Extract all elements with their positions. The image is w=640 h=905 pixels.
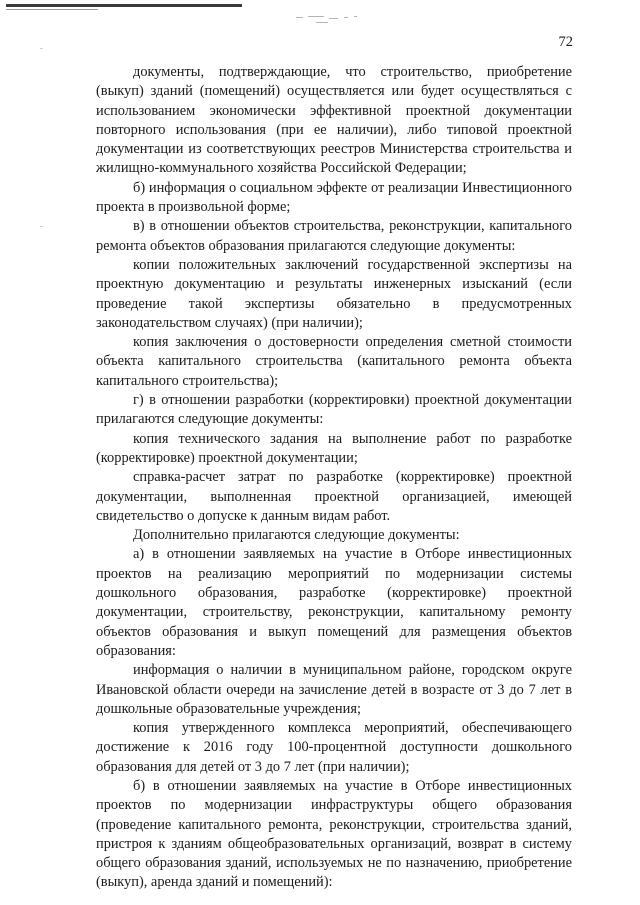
paragraph-documents-confirming: документы, подтверждающие, что строительство, приобретение (выкуп) зданий (помещений) осуществляется или будет осуществляться с использованием экономически эффективной проектной документации повторного использования (при ее наличии), либо типовой проектной документации из соответствующих реестров Министерства строительства и жилищно-коммунального хозяйства Российской Федерации; bbox=[96, 64, 572, 177]
paragraph-item-b-social-effect: б) информация о социальном эффекте от реализации Инвестиционного проекта в произвольной форме; bbox=[96, 179, 572, 216]
paragraph-item-g-design-development: г) в отношении разработки (корректировки) проектной документации прилагаются следующие документы: bbox=[96, 392, 572, 428]
scan-artifact-line bbox=[6, 9, 98, 10]
paragraph-item-b-general-education: б) в отношении заявляемых на участие в Отборе инвестиционных проектов по модернизации инфраструктуры общего образования (проведение капитального ремонта, реконструкции, строительства зданий, пристроя к зданиям общеобразовательных организаций, возврат в систему общего образования зданий, используемых не по назначению, приобретение (выкуп), аренда зданий и помещений): bbox=[96, 777, 572, 891]
scan-artifact-bar bbox=[6, 4, 242, 7]
scan-margin-mark bbox=[40, 226, 43, 227]
paragraph-expertise-copies: копии положительных заключений государственной экспертизы на проектную документацию и результаты инженерных изысканий (если проведение такой экспертизы обязательно в предусмотренных законодательством случаях) (при наличии); bbox=[96, 256, 572, 331]
paragraph-waiting-list-info: информация о наличии в муниципальном районе, городском округе Ивановской области очереди на зачисление детей в возрасте от 3 до 7 лет в дошкольные образовательные учреждения; bbox=[96, 662, 572, 717]
paragraph-item-a-preschool: а) в отношении заявляемых на участие в Отборе инвестиционных проектов на реализацию мероприятий по модернизации системы дошкольного образования, разработке (корректировке) проектной документации, строительству, реконструкции, капитальному ремонту объектов образования и выкуп помещений для размещения объектов образования: bbox=[96, 546, 572, 659]
paragraph-cost-calculation: справка-расчет затрат по разработке (корректировке) проектной документации, выполненная проектной организацией, имеющей свидетельство о допуске к данным видам работ. bbox=[96, 469, 572, 524]
document-body bbox=[96, 63, 572, 893]
paragraph-item-v-construction: в) в отношении объектов строительства, реконструкции, капитального ремонта объектов образования прилагаются следующие документы: bbox=[96, 218, 572, 254]
page-number: 72 bbox=[558, 34, 573, 50]
paragraph-cost-estimate-copy: копия заключения о достоверности определения сметной стоимости объекта капитального строительства (капитального ремонта объекта капитального строительства); bbox=[96, 334, 572, 389]
paragraph-approved-measures-copy: копия утвержденного комплекса мероприятий, обеспечивающего достижение к 2016 году 100-процентной доступности дошкольного образования для детей от 3 до 7 лет (при наличии); bbox=[96, 720, 572, 775]
paragraph-additional-documents: Дополнительно прилагаются следующие документы: bbox=[133, 527, 460, 544]
scan-margin-mark bbox=[40, 48, 43, 49]
scan-artifact-specks bbox=[296, 15, 360, 23]
paragraph-technical-task-copy: копия технического задания на выполнение работ по разработке (корректировке) проектной документации; bbox=[96, 430, 572, 466]
